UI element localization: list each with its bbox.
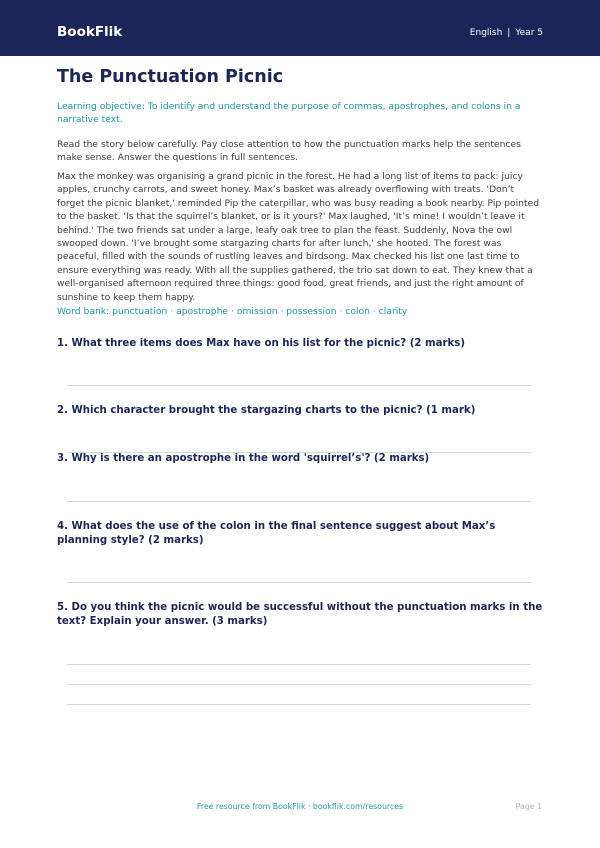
subject-year-label <box>470 27 543 39</box>
question-3-text: 3. Why is there an apostrophe in the word 'squirrel’s'? (2 marks) <box>57 453 430 464</box>
instructions: Read the story below carefully. Pay close attention to how the punctuation marks help the sentences make sense. Answer the questions in full sentences. <box>57 139 521 163</box>
question-5-text: 5. Do you think the picnic would be successful without the punctuation marks in the text? Explain your answer. (3 marks) <box>57 602 543 627</box>
page-number: Page 1 <box>515 802 542 811</box>
worksheet-title: The Punctuation Picnic <box>57 67 284 87</box>
question-2-text: 2. Which character brought the stargazing charts to the picnic? (1 mark) <box>57 405 476 416</box>
answer-line-4a[interactable] <box>67 582 531 583</box>
page-footer <box>0 802 600 814</box>
question-1-text: 1. What three items does Max have on his list for the picnic? (2 marks) <box>57 338 466 349</box>
answer-line-5c[interactable] <box>67 704 531 705</box>
page-header <box>0 0 600 56</box>
answer-line-1a[interactable] <box>67 385 531 386</box>
answer-line-3a[interactable] <box>67 501 531 502</box>
story-text: Max the monkey was organising a grand picnic in the forest. He had a long list of items to pack: juicy apples, crunchy carrots, and sweet honey. Max’s basket was already overflowing with treats. 'Don’t forget the picnic blanket,' reminded Pip the caterpillar, who was busy reading a book nearby. Pip pointed to the basket. 'Is that the squirrel’s blanket, or is it yours?' Max laughed, 'It’s mine! I wouldn’t leave it behind.' The two friends sat under a large, leafy oak tree to plan the feast. Suddenly, Nova the owl swooped down. 'I’ve brought some stargazing charts for after lunch,' she hooted. The forest was peaceful, filled with the sounds of rustling leaves and birdsong. Max checked his list one last time to ensure everything was ready. With all the supplies gathered, the trio sat down to eat. They knew that a well-organised afternoon required three things: good food, great friends, and just the right amount of sunshine to keep them happy. <box>57 171 540 303</box>
word-bank: Word bank: punctuation · apostrophe · omission · possession · colon · clarity <box>57 306 408 317</box>
brand-logo: BookFlik <box>57 24 123 40</box>
answer-line-5a[interactable] <box>67 664 531 665</box>
footer-credit-link[interactable]: Free resource from BookFlik · bookflik.com/resources <box>196 802 404 811</box>
subject-label: English <box>469 28 503 38</box>
answer-line-5b[interactable] <box>67 684 531 685</box>
year-label: Year 5 <box>515 28 543 38</box>
meta-divider: | <box>507 28 511 38</box>
question-4-text: 4. What does the use of the colon in the final sentence suggest about Max’s planning style? (2 marks) <box>57 521 496 546</box>
learning-objective: Learning objective: To identify and understand the purpose of commas, apostrophes, and colons in a narrative text. <box>57 101 521 125</box>
